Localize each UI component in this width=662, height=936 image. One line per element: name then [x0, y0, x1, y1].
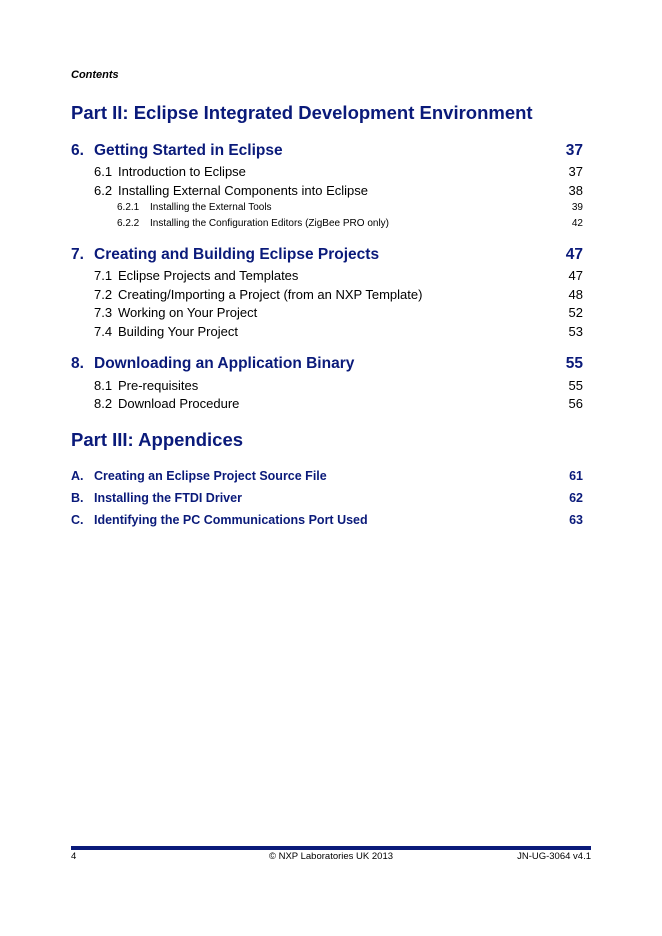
- appendix-title: Identifying the PC Communications Port Used: [94, 513, 368, 527]
- section-page: 56: [568, 396, 583, 411]
- footer-doc-id: JN-UG-3064 v4.1: [517, 851, 591, 862]
- subsection-title: Installing the External Tools: [150, 202, 272, 213]
- section-title: Pre-requisites: [118, 378, 199, 393]
- appendix-page: 63: [569, 513, 583, 527]
- section-number: 7.4: [94, 324, 113, 339]
- section-title: Eclipse Projects and Templates: [118, 268, 299, 283]
- appendix-letter: C.: [71, 513, 84, 527]
- section-page: 55: [568, 378, 583, 393]
- subsection-number: 6.2.2: [117, 218, 140, 229]
- footer-rule: [71, 846, 591, 850]
- section-number: 6.2: [94, 183, 113, 198]
- chapter-title: Creating and Building Eclipse Projects: [94, 246, 380, 263]
- running-head: Contents: [71, 69, 119, 81]
- toc-chapter-8[interactable]: [71, 355, 583, 373]
- section-title: Working on Your Project: [118, 305, 258, 320]
- toc-appendix-a[interactable]: [71, 469, 583, 483]
- appendix-letter: A.: [71, 469, 84, 483]
- appendix-page: 62: [569, 491, 583, 505]
- section-number: 7.3: [94, 305, 113, 320]
- chapter-page: 47: [565, 246, 583, 263]
- toc-appendix-c[interactable]: [71, 513, 583, 527]
- section-page: 47: [568, 268, 583, 283]
- toc-section-6-2[interactable]: [94, 183, 583, 198]
- toc-section-7-4[interactable]: [94, 324, 583, 339]
- part-title-ii: Part II: Eclipse Integrated Development Environment: [71, 102, 533, 123]
- chapter-number: 8.: [71, 355, 84, 372]
- footer-copyright: © NXP Laboratories UK 2013: [268, 851, 394, 862]
- section-title: Building Your Project: [118, 324, 238, 339]
- toc-section-8-2[interactable]: [94, 396, 583, 411]
- toc-subsection-6-2-1[interactable]: [117, 202, 583, 213]
- subsection-page: 42: [571, 218, 583, 229]
- section-number: 6.1: [94, 164, 113, 179]
- appendix-title: Installing the FTDI Driver: [94, 491, 242, 505]
- toc-section-7-2[interactable]: [94, 287, 583, 302]
- chapter-number: 6.: [71, 142, 84, 159]
- part-title-iii: Part III: Appendices: [71, 429, 244, 450]
- toc-chapter-6[interactable]: [71, 142, 583, 160]
- section-number: 7.2: [94, 287, 113, 302]
- section-page: 52: [568, 305, 583, 320]
- appendix-page: 61: [569, 469, 583, 483]
- toc-section-7-3[interactable]: [94, 305, 583, 320]
- toc-section-6-1[interactable]: [94, 164, 583, 179]
- section-title: Introduction to Eclipse: [118, 164, 246, 179]
- subsection-title: Installing the Configuration Editors (ZigBee PRO only): [150, 218, 390, 229]
- appendix-title: Creating an Eclipse Project Source File: [94, 469, 327, 483]
- chapter-title: Getting Started in Eclipse: [94, 142, 283, 159]
- toc-chapter-7[interactable]: [71, 246, 583, 264]
- toc-subsection-6-2-2[interactable]: [117, 218, 583, 229]
- chapter-page: 55: [565, 355, 583, 372]
- section-page: 38: [568, 183, 583, 198]
- section-page: 53: [568, 324, 583, 339]
- section-number: 8.2: [94, 396, 113, 411]
- section-page: 37: [568, 164, 583, 179]
- section-number: 8.1: [94, 378, 113, 393]
- section-page: 48: [568, 287, 583, 302]
- section-title: Download Procedure: [118, 396, 240, 411]
- section-title: Creating/Importing a Project (from an NXP Template): [118, 287, 423, 302]
- chapter-page: 37: [565, 142, 583, 159]
- toc-appendix-b[interactable]: [71, 491, 583, 505]
- footer-page-number: 4: [71, 851, 77, 862]
- subsection-number: 6.2.1: [117, 202, 140, 213]
- chapter-title: Downloading an Application Binary: [94, 355, 355, 372]
- subsection-page: 39: [571, 202, 583, 213]
- section-title: Installing External Components into Eclipse: [118, 183, 369, 198]
- chapter-number: 7.: [71, 246, 84, 263]
- toc-section-8-1[interactable]: [94, 378, 583, 393]
- toc-section-7-1[interactable]: [94, 268, 583, 283]
- appendix-letter: B.: [71, 491, 84, 505]
- section-number: 7.1: [94, 268, 113, 283]
